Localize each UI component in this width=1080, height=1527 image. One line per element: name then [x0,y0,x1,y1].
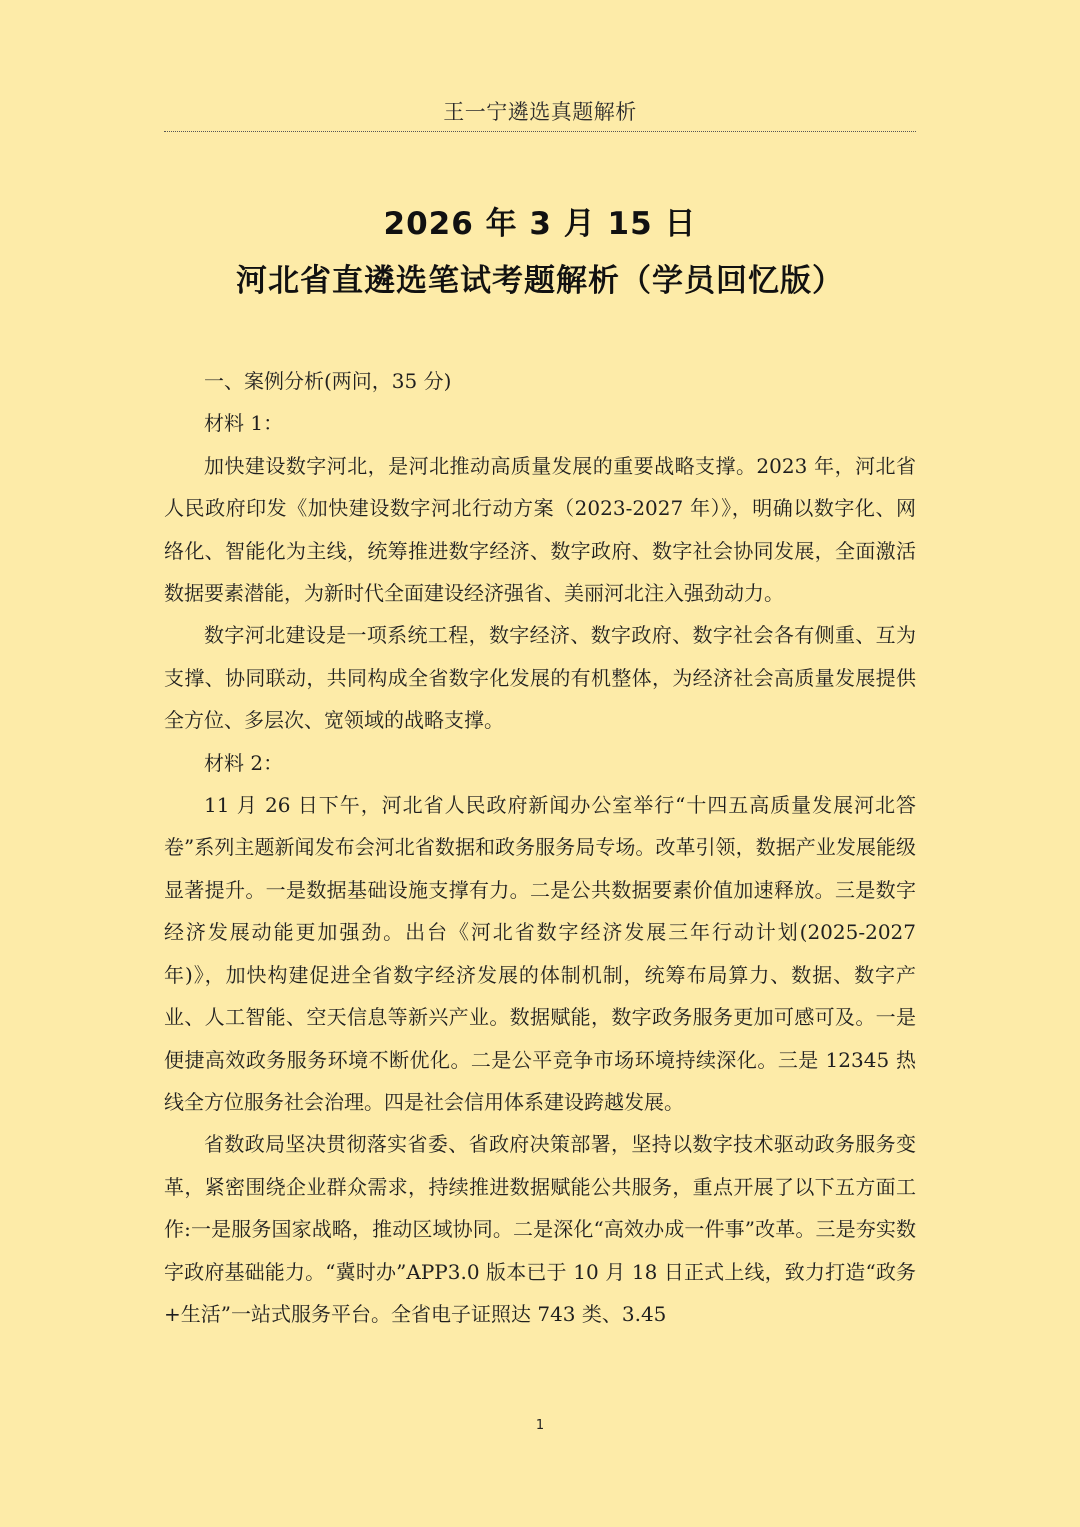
material-1-paragraph-2: 数字河北建设是一项系统工程，数字经济、数字政府、数字社会各有侧重、互为支撑、协同联动，共同构成全省数字化发展的有机整体，为经济社会高质量发展提供全方位、多层次、宽领域的战略支撑。 [164,623,916,733]
material-2-paragraph-1: 11 月 26 日下午，河北省人民政府新闻办公室举行“十四五高质量发展河北答卷”系列主题新闻发布会河北省数据和政务服务局专场。改革引领，数据产业发展能级显著提升。一是数据基础设施支撑有力。二是公共数据要素价值加速释放。三是数字经济发展动能更加强劲。出台《河北省数字经济发展三年行动计划(2025-2027 年)》，加快构建促进全省数字经济发展的体制机制，统筹布局算力、数据、数字产业、人工智能、空天信息等新兴产业。数据赋能，数字政务服务更加可感可及。一是便捷高效政务服务环境不断优化。二是公平竞争市场环境持续深化。三是 12345 热线全方位服务社会治理。四是社会信用体系建设跨越发展。 [164,793,916,1114]
document-title-date: 2026 年 3 月 15 日 [383,206,697,242]
section-heading: 一、案例分析(两问，35 分) [204,369,452,393]
document-title: 河北省直遴选笔试考题解析（学员回忆版） [236,263,844,299]
page-header: 王一宁遴选真题解析 [443,100,637,124]
page-number: 1 [535,1418,545,1433]
material-2-paragraph-2: 省数政局坚决贯彻落实省委、省政府决策部署，坚持以数字技术驱动政务服务变革，紧密围绕企业群众需求，持续推进数据赋能公共服务，重点开展了以下五方面工作:一是服务国家战略，推动区域协同。二是深化“高效办成一件事”改革。三是夯实数字政府基础能力。“冀时办”APP3.0 版本已于 10 月 18 日正式上线，致力打造“政务+生活”一站式服务平台。全省电子证照达 743 类、3.45 [164,1132,916,1326]
material-2-label: 材料 2： [204,750,284,775]
header-divider [164,131,916,132]
material-1-paragraph-1: 加快建设数字河北，是河北推动高质量发展的重要战略支撑。2023 年，河北省人民政府印发《加快建设数字河北行动方案（2023-2027 年）》，明确以数字化、网络化、智能化为主线，统筹推进数字经济、数字政府、数字社会协同发展，全面激活数据要素潜能，为新时代全面建设经济强省、美丽河北注入强劲动力。 [164,453,916,606]
material-1-label: 材料 1： [204,411,284,436]
document-body [164,360,916,1335]
